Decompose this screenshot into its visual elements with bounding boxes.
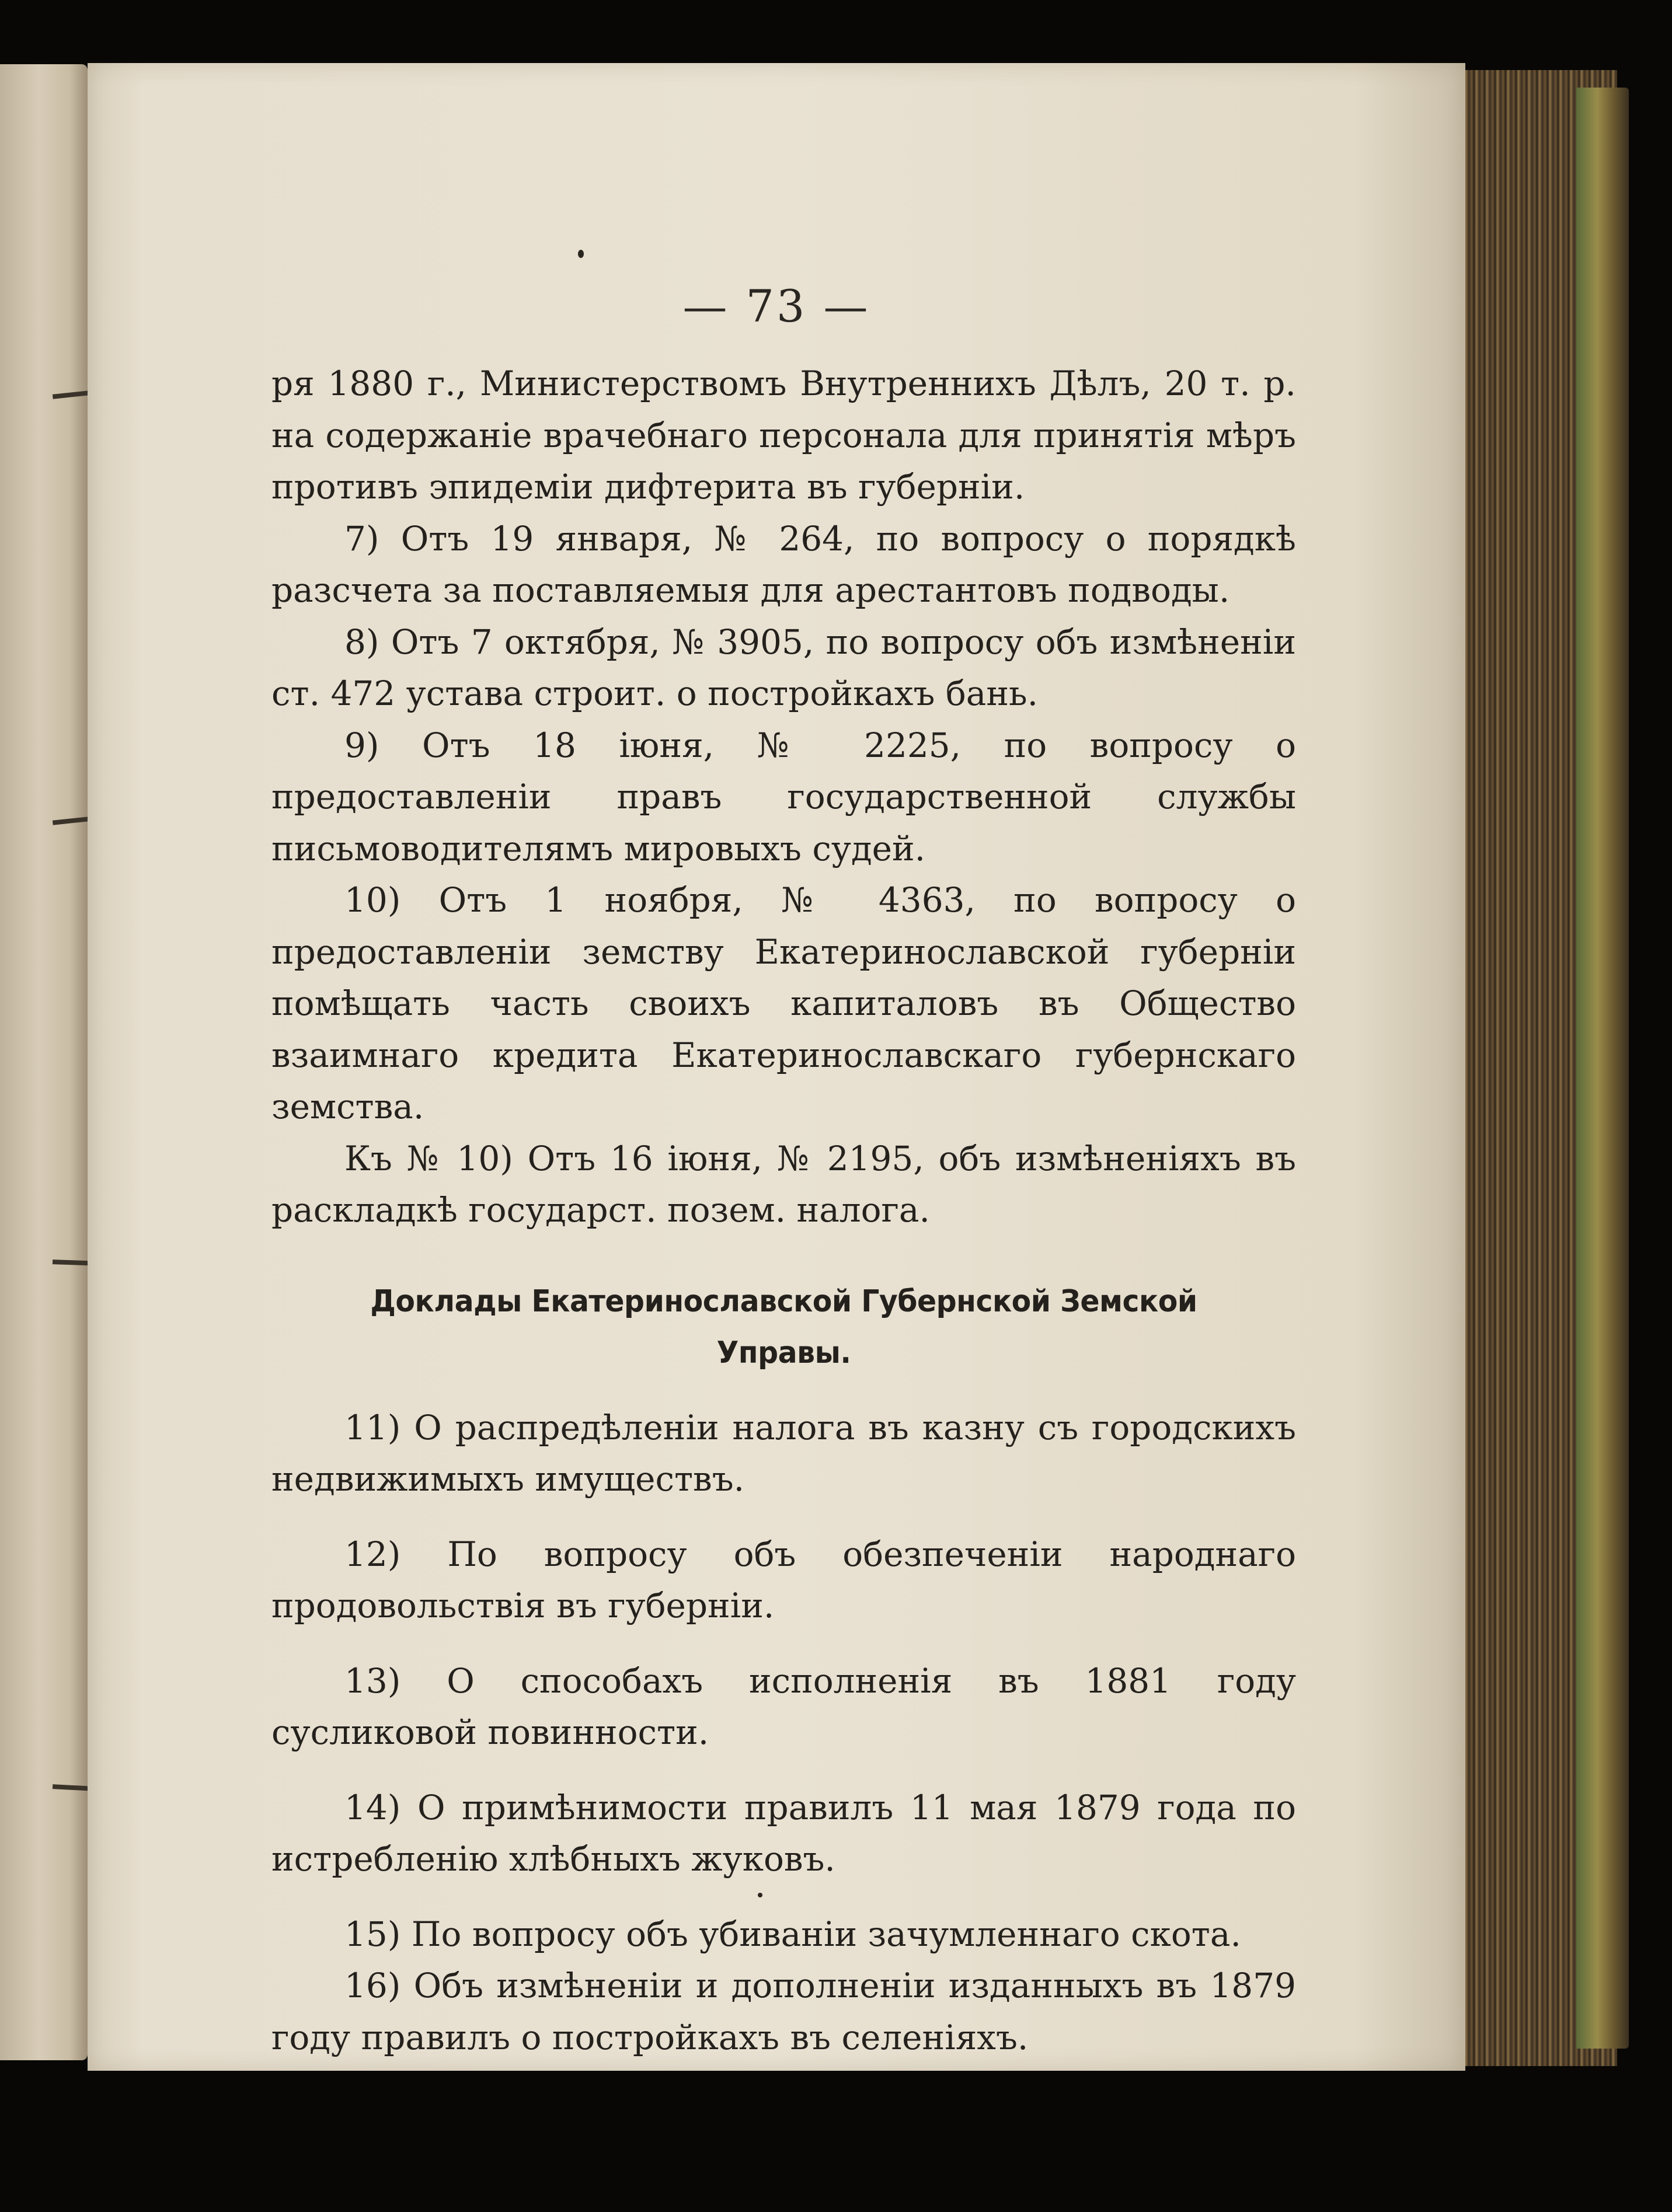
book-cover-edge — [1576, 88, 1629, 2049]
report-item-13: 13) О способахъ исполненія въ 1881 году сусликовой повинности. — [271, 1660, 1296, 1752]
paragraph-item-10-supplement: Къ № 10) Отъ 16 іюня, № 2195, объ измѣненіяхъ въ раскладкѣ государст. позем. налога. — [271, 1138, 1296, 1230]
page-text — [271, 358, 1296, 2063]
report-item-14: 14) О примѣнимости правилъ 11 мая 1879 года по истребленію хлѣбныхъ жуковъ. — [271, 1787, 1296, 1879]
book-page — [88, 63, 1465, 2071]
previous-page-edge — [0, 64, 88, 2060]
page-number: — 73 — — [682, 280, 870, 332]
paragraph-item-10: 10) Отъ 1 ноября, № 4363, по вопросу о предоставленіи земству Екатеринославской губерніи помѣщать часть своихъ капиталовъ въ Общество взаимнаго кредита Екатеринославскаго губернскаго земства. — [271, 880, 1296, 1126]
paragraph-item-7: 7) Отъ 19 января, № 264, по вопросу о порядкѣ разсчета за поставляемыя для арестантовъ подводы. — [271, 518, 1296, 610]
paragraph-continuation: ря 1880 г., Министерствомъ Внутреннихъ Дѣлъ, 20 т. р. на содержаніе врачебнаго персонала для принятія мѣръ противъ эпидеміи дифтерита въ губерніи. — [271, 364, 1296, 507]
report-item-15: 15) По вопросу объ убиваніи зачумленнаго скота. — [344, 1914, 1241, 1954]
section-heading: Доклады Екатеринославской Губернской Земской Управы. — [370, 1283, 1197, 1370]
paper-speck — [758, 1893, 762, 1897]
report-item-16: 16) Объ измѣненіи и дополненіи изданныхъ въ 1879 году правилъ о постройкахъ въ селеніяхъ. — [271, 1966, 1296, 2057]
report-item-12: 12) По вопросу объ обезпеченіи народнаго продовольствія въ губерніи. — [271, 1534, 1296, 1625]
report-item-11: 11) О распредѣленіи налога въ казну съ городскихъ недвижимыхъ имуществъ. — [271, 1407, 1296, 1499]
paper-speck — [578, 250, 584, 258]
paragraph-item-8: 8) Отъ 7 октября, № 3905, по вопросу объ измѣненіи ст. 472 устава строит. о постройкахъ бань. — [271, 622, 1296, 713]
paragraph-item-9: 9) Отъ 18 іюня, № 2225, по вопросу о предоставленіи правъ государственной службы письмоводителямъ мировыхъ судей. — [271, 725, 1296, 868]
